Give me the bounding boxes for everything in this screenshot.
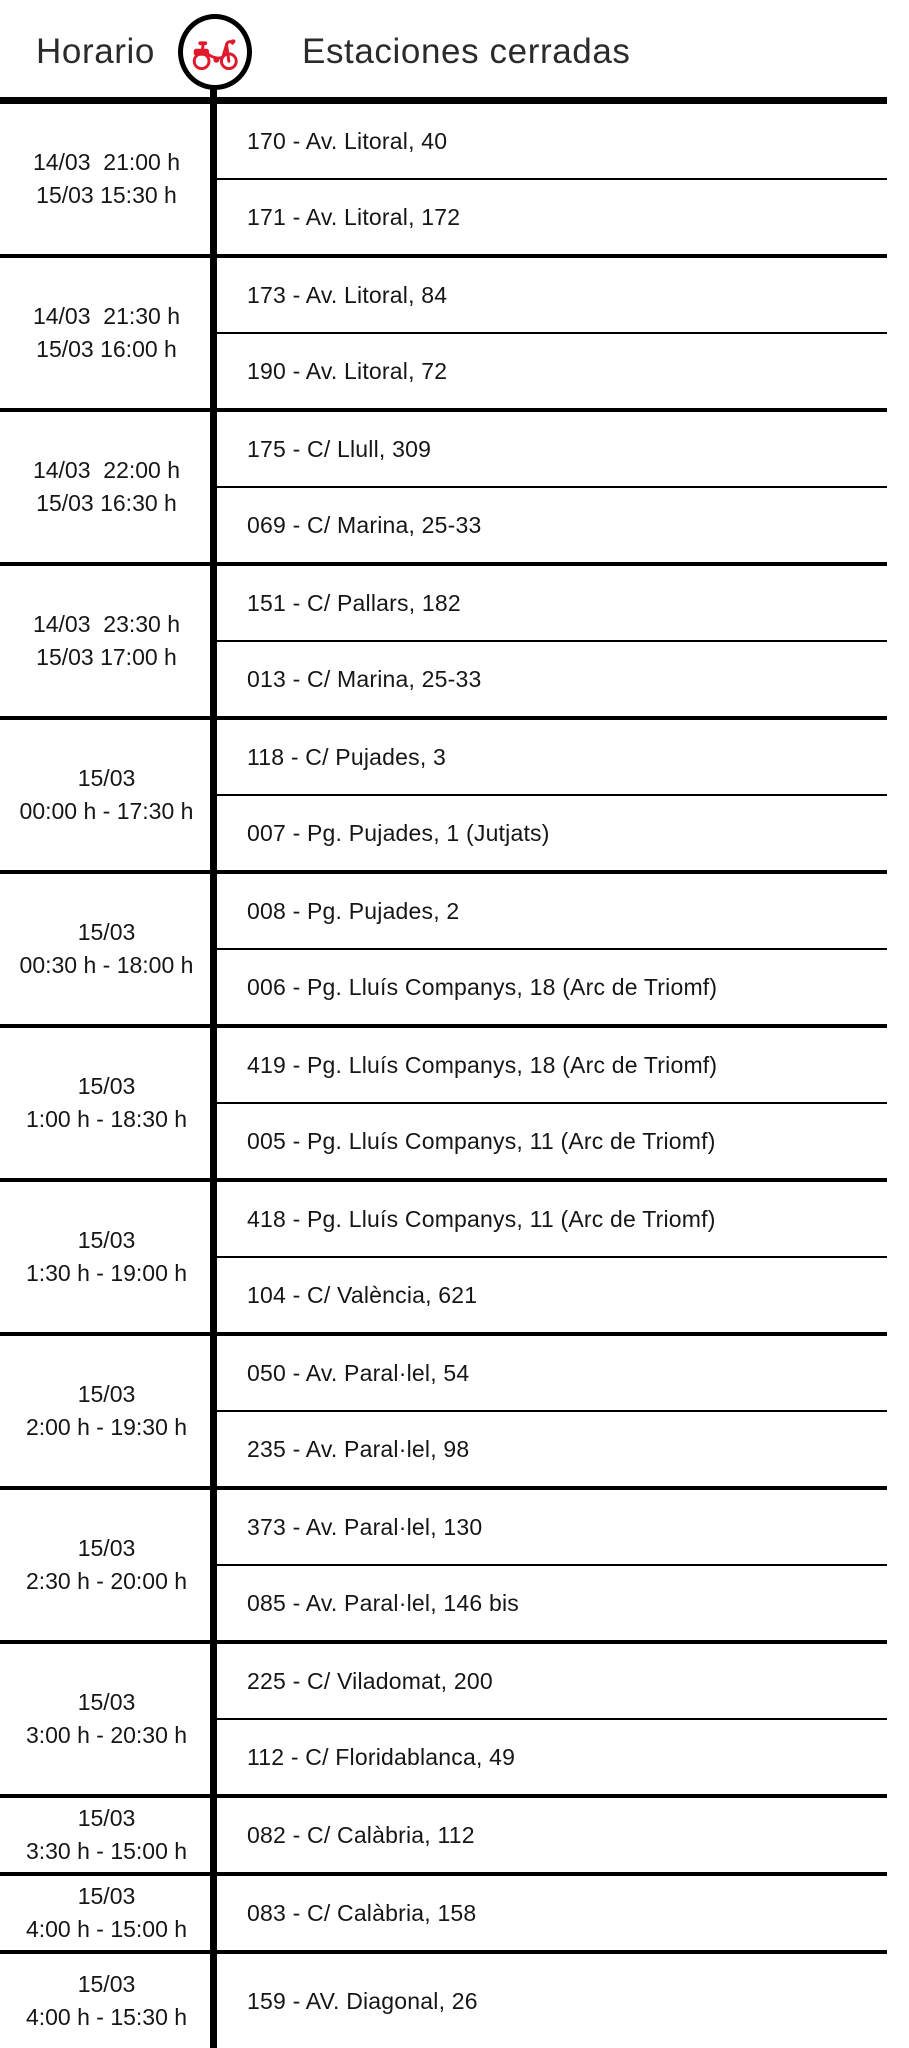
schedule-cell	[0, 566, 213, 716]
stations-cell	[213, 1028, 887, 1178]
schedule-line: 15/03 17:00 h	[36, 644, 177, 670]
schedule-line: 3:00 h - 20:30 h	[25, 1722, 188, 1748]
station-label: 151 - C/ Pallars, 182	[247, 589, 461, 616]
schedule-group	[0, 1028, 887, 1182]
stations-column-title: Estaciones cerradas	[302, 32, 631, 71]
schedule-cell	[0, 1644, 213, 1794]
stations-cell	[213, 258, 887, 408]
schedule-cell	[0, 258, 213, 408]
station-row	[213, 720, 887, 794]
schedule-line: 4:00 h - 15:00 h	[25, 1916, 188, 1942]
column-divider	[210, 88, 217, 2048]
stations-cell	[213, 412, 887, 562]
schedule-line: 15/03	[77, 1073, 136, 1099]
station-row	[213, 874, 887, 948]
schedule-group	[0, 258, 887, 412]
station-row	[213, 486, 887, 562]
stations-cell	[213, 1798, 887, 1872]
schedule-line: 2:30 h - 20:00 h	[25, 1568, 188, 1594]
schedule-cell	[0, 1876, 213, 1950]
station-label: 173 - Av. Litoral, 84	[247, 281, 448, 308]
station-row	[213, 258, 887, 332]
station-label: 112 - C/ Floridablanca, 49	[247, 1743, 516, 1770]
station-row	[213, 794, 887, 870]
header-rule	[0, 97, 887, 104]
stations-cell	[213, 720, 887, 870]
station-row	[213, 1102, 887, 1178]
station-row	[213, 1410, 887, 1486]
schedule-line: 14/03 21:00 h	[32, 149, 181, 175]
stations-cell	[213, 1644, 887, 1794]
station-label: 225 - C/ Viladomat, 200	[247, 1667, 493, 1694]
schedule-line: 15/03	[77, 1381, 136, 1407]
bicing-logo-circle	[178, 14, 252, 90]
station-row	[213, 566, 887, 640]
closures-table	[0, 104, 887, 2048]
station-label: 418 - Pg. Lluís Companys, 11 (Arc de Triomf)	[247, 1205, 716, 1232]
schedule-line: 15/03	[77, 1227, 136, 1253]
station-label: 419 - Pg. Lluís Companys, 18 (Arc de Triomf)	[247, 1051, 718, 1078]
schedule-cell	[0, 412, 213, 562]
station-row	[213, 1798, 887, 1872]
schedule-group	[0, 1336, 887, 1490]
station-label: 175 - C/ Llull, 309	[247, 435, 432, 462]
station-label: 159 - AV. Diagonal, 26	[247, 1987, 478, 2014]
schedule-line: 15/03 15:30 h	[36, 182, 177, 208]
station-row	[213, 948, 887, 1024]
station-row	[213, 104, 887, 178]
station-label: 005 - Pg. Lluís Companys, 11 (Arc de Triomf)	[247, 1127, 716, 1154]
station-label: 104 - C/ València, 621	[247, 1281, 478, 1308]
schedule-line: 00:30 h - 18:00 h	[19, 952, 194, 978]
schedule-group	[0, 1644, 887, 1798]
header	[0, 0, 909, 104]
stations-cell	[213, 104, 887, 254]
schedule-group	[0, 1954, 887, 2048]
station-row	[213, 1336, 887, 1410]
stations-cell	[213, 1336, 887, 1486]
schedule-group	[0, 720, 887, 874]
schedule-line: 2:00 h - 19:30 h	[25, 1414, 188, 1440]
station-label: 118 - C/ Pujades, 3	[247, 743, 446, 770]
schedule-line: 00:00 h - 17:30 h	[19, 798, 194, 824]
schedule-group	[0, 566, 887, 720]
station-row	[213, 1182, 887, 1256]
schedule-cell	[0, 1798, 213, 1872]
schedule-line: 15/03	[77, 1805, 136, 1831]
stations-cell	[213, 1876, 887, 1950]
station-label: 082 - C/ Calàbria, 112	[247, 1821, 475, 1848]
schedule-group	[0, 1490, 887, 1644]
station-row	[213, 1564, 887, 1640]
station-row	[213, 1644, 887, 1718]
schedule-line: 14/03 23:30 h	[32, 611, 181, 637]
station-label: 008 - Pg. Pujades, 2	[247, 897, 460, 924]
stations-cell	[213, 1182, 887, 1332]
stations-cell	[213, 874, 887, 1024]
stations-cell	[213, 566, 887, 716]
stations-cell	[213, 1954, 887, 2048]
schedule-group	[0, 1798, 887, 1876]
station-row	[213, 1876, 887, 1950]
station-label: 373 - Av. Paral·lel, 130	[247, 1513, 483, 1540]
station-label: 085 - Av. Paral·lel, 146 bis	[247, 1589, 519, 1616]
schedule-line: 15/03	[77, 919, 136, 945]
schedule-line: 15/03 16:00 h	[36, 336, 177, 362]
schedule-group	[0, 104, 887, 258]
schedule-cell	[0, 1028, 213, 1178]
station-label: 050 - Av. Paral·lel, 54	[247, 1359, 470, 1386]
schedule-group	[0, 1876, 887, 1954]
schedule-line: 15/03	[77, 1535, 136, 1561]
schedule-cell	[0, 1954, 213, 2048]
schedule-column-title: Horario	[36, 32, 155, 71]
schedule-line: 15/03	[77, 1689, 136, 1715]
station-label: 235 - Av. Paral·lel, 98	[247, 1435, 470, 1462]
station-label: 069 - C/ Marina, 25-33	[247, 511, 482, 538]
schedule-line: 15/03 16:30 h	[36, 490, 177, 516]
station-label: 083 - C/ Calàbria, 158	[247, 1899, 477, 1926]
station-label: 190 - Av. Litoral, 72	[247, 357, 448, 384]
schedule-line: 15/03	[77, 1883, 136, 1909]
schedule-cell	[0, 1182, 213, 1332]
schedule-group	[0, 412, 887, 566]
station-label: 171 - Av. Litoral, 172	[247, 203, 461, 230]
schedule-line: 1:00 h - 18:30 h	[25, 1106, 188, 1132]
station-label: 013 - C/ Marina, 25-33	[247, 665, 482, 692]
schedule-line: 14/03 22:00 h	[32, 457, 181, 483]
schedule-cell	[0, 1490, 213, 1640]
schedule-cell	[0, 1336, 213, 1486]
schedule-line: 15/03	[77, 765, 136, 791]
schedule-group	[0, 1182, 887, 1336]
schedule-group	[0, 874, 887, 1028]
schedule-line: 15/03	[77, 1971, 136, 1997]
station-row	[213, 1954, 887, 2048]
station-row	[213, 412, 887, 486]
station-label: 007 - Pg. Pujades, 1 (Jutjats)	[247, 819, 550, 846]
schedule-line: 4:00 h - 15:30 h	[25, 2004, 188, 2030]
station-row	[213, 1028, 887, 1102]
stations-cell	[213, 1490, 887, 1640]
station-row	[213, 1718, 887, 1794]
schedule-cell	[0, 104, 213, 254]
station-label: 170 - Av. Litoral, 40	[247, 127, 448, 154]
schedule-cell	[0, 874, 213, 1024]
bicing-bike-icon	[191, 32, 239, 72]
station-label: 006 - Pg. Lluís Companys, 18 (Arc de Triomf)	[247, 973, 718, 1000]
schedule-cell	[0, 720, 213, 870]
station-row	[213, 178, 887, 254]
schedule-line: 14/03 21:30 h	[32, 303, 181, 329]
station-row	[213, 1490, 887, 1564]
station-row	[213, 640, 887, 716]
schedule-line: 3:30 h - 15:00 h	[25, 1838, 188, 1864]
station-row	[213, 332, 887, 408]
station-row	[213, 1256, 887, 1332]
schedule-line: 1:30 h - 19:00 h	[25, 1260, 188, 1286]
